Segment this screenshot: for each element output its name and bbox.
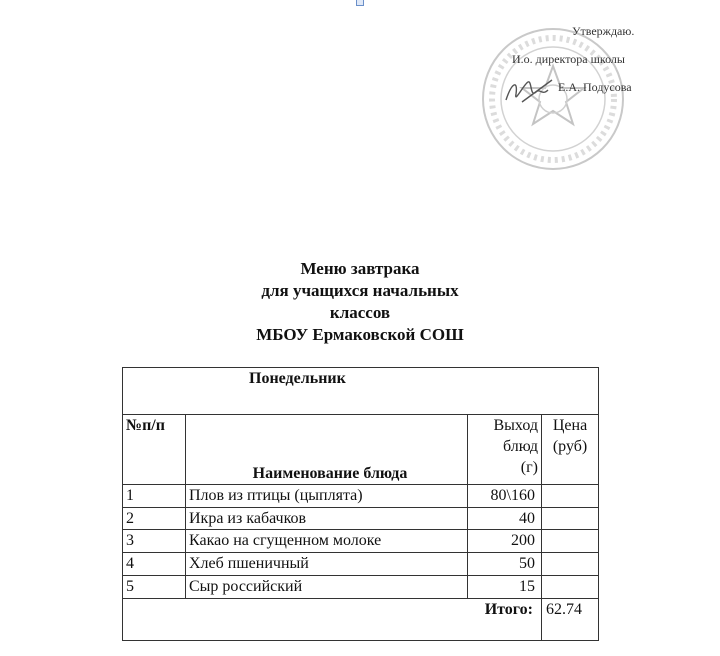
row-price [542, 484, 599, 507]
row-number: 5 [123, 575, 186, 598]
row-number: 4 [123, 553, 186, 576]
table-row [123, 484, 599, 507]
table-row [123, 530, 599, 553]
document-title [160, 258, 560, 346]
row-dish-name: Икра из кабачков [186, 507, 468, 530]
title-line: для учащихся начальных [261, 281, 459, 300]
header-price-line: (руб) [552, 437, 588, 455]
approval-caption: Утверждаю. [572, 24, 635, 38]
row-dish-name: Хлеб пшеничный [186, 553, 468, 576]
row-output: 40 [468, 507, 542, 530]
table-row [123, 507, 599, 530]
row-output: 200 [468, 530, 542, 553]
approver-position: И.о. директора школы [512, 52, 625, 66]
header-output [468, 414, 542, 484]
approver-name: Е.А. Подусова [558, 80, 632, 94]
row-price [542, 530, 599, 553]
title-line: классов [329, 303, 391, 322]
row-number: 2 [123, 507, 186, 530]
row-price [542, 575, 599, 598]
row-price [542, 553, 599, 576]
row-output: 80\160 [468, 484, 542, 507]
row-dish-name: Какао на сгущенном молоке [186, 530, 468, 553]
row-output: 50 [468, 553, 542, 576]
row-price [542, 507, 599, 530]
header-output-line: Выход [493, 416, 538, 434]
header-output-line: блюд [502, 437, 538, 455]
row-output: 15 [468, 575, 542, 598]
header-output-line: (г) [520, 458, 538, 476]
day-label: Понедельник [123, 368, 599, 415]
table-row [123, 575, 599, 598]
table-header-row [123, 414, 599, 484]
row-number: 1 [123, 484, 186, 507]
row-dish-name: Сыр российский [186, 575, 468, 598]
total-row [123, 598, 599, 640]
total-value: 62.74 [542, 598, 599, 640]
page-marker-icon [356, 0, 364, 6]
header-number: №п/п [123, 414, 186, 484]
header-price-line: Цена [552, 416, 588, 434]
table-row [123, 553, 599, 576]
menu-table [122, 367, 599, 641]
row-number: 3 [123, 530, 186, 553]
approval-block [450, 22, 710, 172]
header-dish-name: Наименование блюда [186, 414, 468, 484]
total-label: Итого: [123, 598, 542, 640]
title-line: Меню завтрака [300, 259, 420, 278]
title-line: МБОУ Ермаковской СОШ [256, 325, 464, 344]
row-dish-name: Плов из птицы (цыплята) [186, 484, 468, 507]
header-price [542, 414, 599, 484]
handwritten-signature [502, 74, 562, 108]
day-row [123, 368, 599, 415]
